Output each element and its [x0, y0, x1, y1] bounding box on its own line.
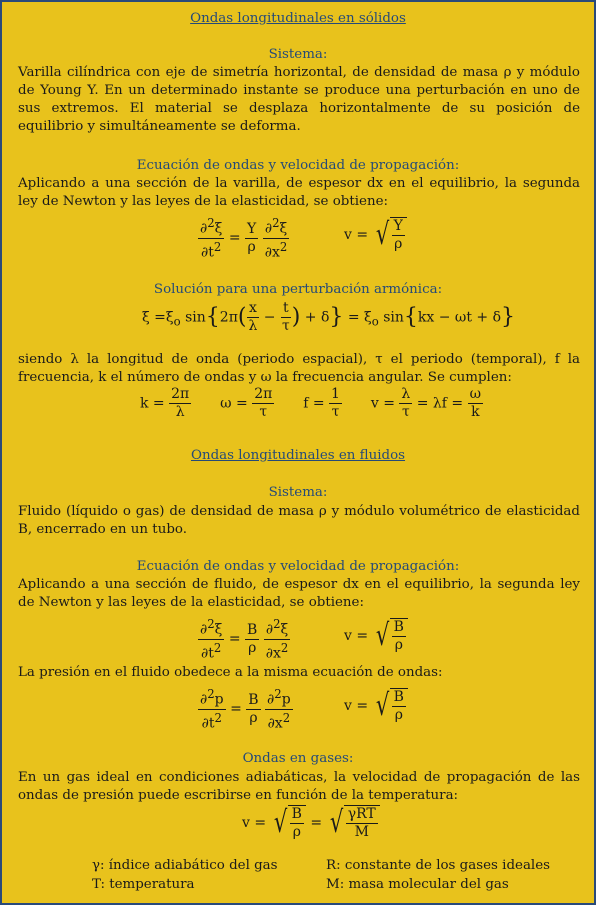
solids-velocity-formula: v = √ $\frac{Y}{\rho}$ [344, 217, 407, 253]
fluids-system-text: Fluido (líquido o gas) de densidad de masa ρ y módulo volumétrico de elasticidad B, encerrado en un tubo. [18, 504, 580, 537]
solids-equation-heading: Ecuación de ondas y velocidad de propagación: [136, 158, 460, 173]
legend-m: M: masa molecular del gas [326, 877, 509, 892]
gases-heading: Ondas en gases: [242, 751, 354, 766]
wave-relations-formula: k = $\frac{2\pi}{\lambda}$ ω = $\frac{2\pi}{\tau}$ f = $\frac{1}{\tau}$ v = $\frac{\lambda}{\tau}$ = λf = $\frac{\omega}{k}$ [140, 386, 482, 420]
fluids-wave-equation: $\frac{\partial^2\xi}{\partial t^2}$ = $\frac{B}{\rho}$ $\frac{\partial^2\xi}{\partial x^2}$ [200, 617, 289, 662]
pressure-wave-equation: $\frac{\partial^2p}{\partial t^2}$ = $\frac{B}{\rho}$ $\frac{\partial^2p}{\partial x^2}$ [200, 687, 291, 732]
harmonic-solution-formula: $\xi =\xi_o$ sin{2π( $\frac{x}{\lambda}$ − $\frac{t}{\tau}$ ) + $\delta\} = \xi_o$ sin{kx − ωt + δ} [142, 300, 516, 334]
pressure-velocity-formula: v = √ $\frac{B}{\rho}$ [344, 688, 408, 724]
fluids-equation-heading: Ecuación de ondas y velocidad de propagación: [136, 559, 460, 574]
solids-wave-equation: $\frac{\partial^2\xi}{\partial t^2}$ = $\frac{Y}{\rho}$ $\frac{\partial^2\xi}{\partial x^2}$ [200, 216, 288, 261]
gas-velocity-formula: v = √ $\frac{B}{\rho}$ = √ $\frac{\text{γRT}}{M}$ [242, 805, 380, 841]
legend-t: T: temperatura [92, 877, 195, 892]
gases-text: En un gas ideal en condiciones adiabáticas, la velocidad de propagación de las ondas de presión puede escribirse en función de la temperatura: [18, 770, 580, 803]
fluids-velocity-formula: v = √ $\frac{B}{\rho}$ [344, 618, 408, 654]
solids-definitions-text: siendo λ la longitud de onda (periodo espacial), τ el periodo (temporal), f la frecuencia, k el número de ondas y ω la frecuencia angular. Se cumplen: [18, 352, 580, 385]
legend-gamma: γ: índice adiabático del gas [92, 858, 278, 873]
solids-system-text: Varilla cilíndrica con eje de simetría horizontal, de densidad de masa ρ y módulo de Young Y. En un determinado instante se produce una perturbación en uno de sus extremos. El material se desplaza horizontalmente de su posición de equilibrio y simultáneamente se deforma. [18, 65, 580, 134]
harmonic-solution-heading: Solución para una perturbación armónica: [153, 282, 443, 297]
solids-title: Ondas longitudinales en sólidos [190, 11, 406, 26]
fluids-equation-text: Aplicando a una sección de fluido, de espesor dx en el equilibrio, la segunda ley de Newton y las leyes de la elasticidad, se obtiene: [18, 577, 580, 610]
solids-equation-text: Aplicando a una sección de la varilla, de espesor dx en el equilibrio, la segunda ley de Newton y las leyes de la elasticidad, se obtiene: [18, 176, 580, 209]
pressure-text: La presión en el fluido obedece a la misma ecuación de ondas: [18, 665, 443, 680]
solids-system-heading: Sistema: [268, 47, 328, 62]
fluids-title: Ondas longitudinales en fluidos [190, 448, 406, 463]
legend-r: R: constante de los gases ideales [326, 858, 551, 873]
fluids-system-heading: Sistema: [268, 485, 328, 500]
